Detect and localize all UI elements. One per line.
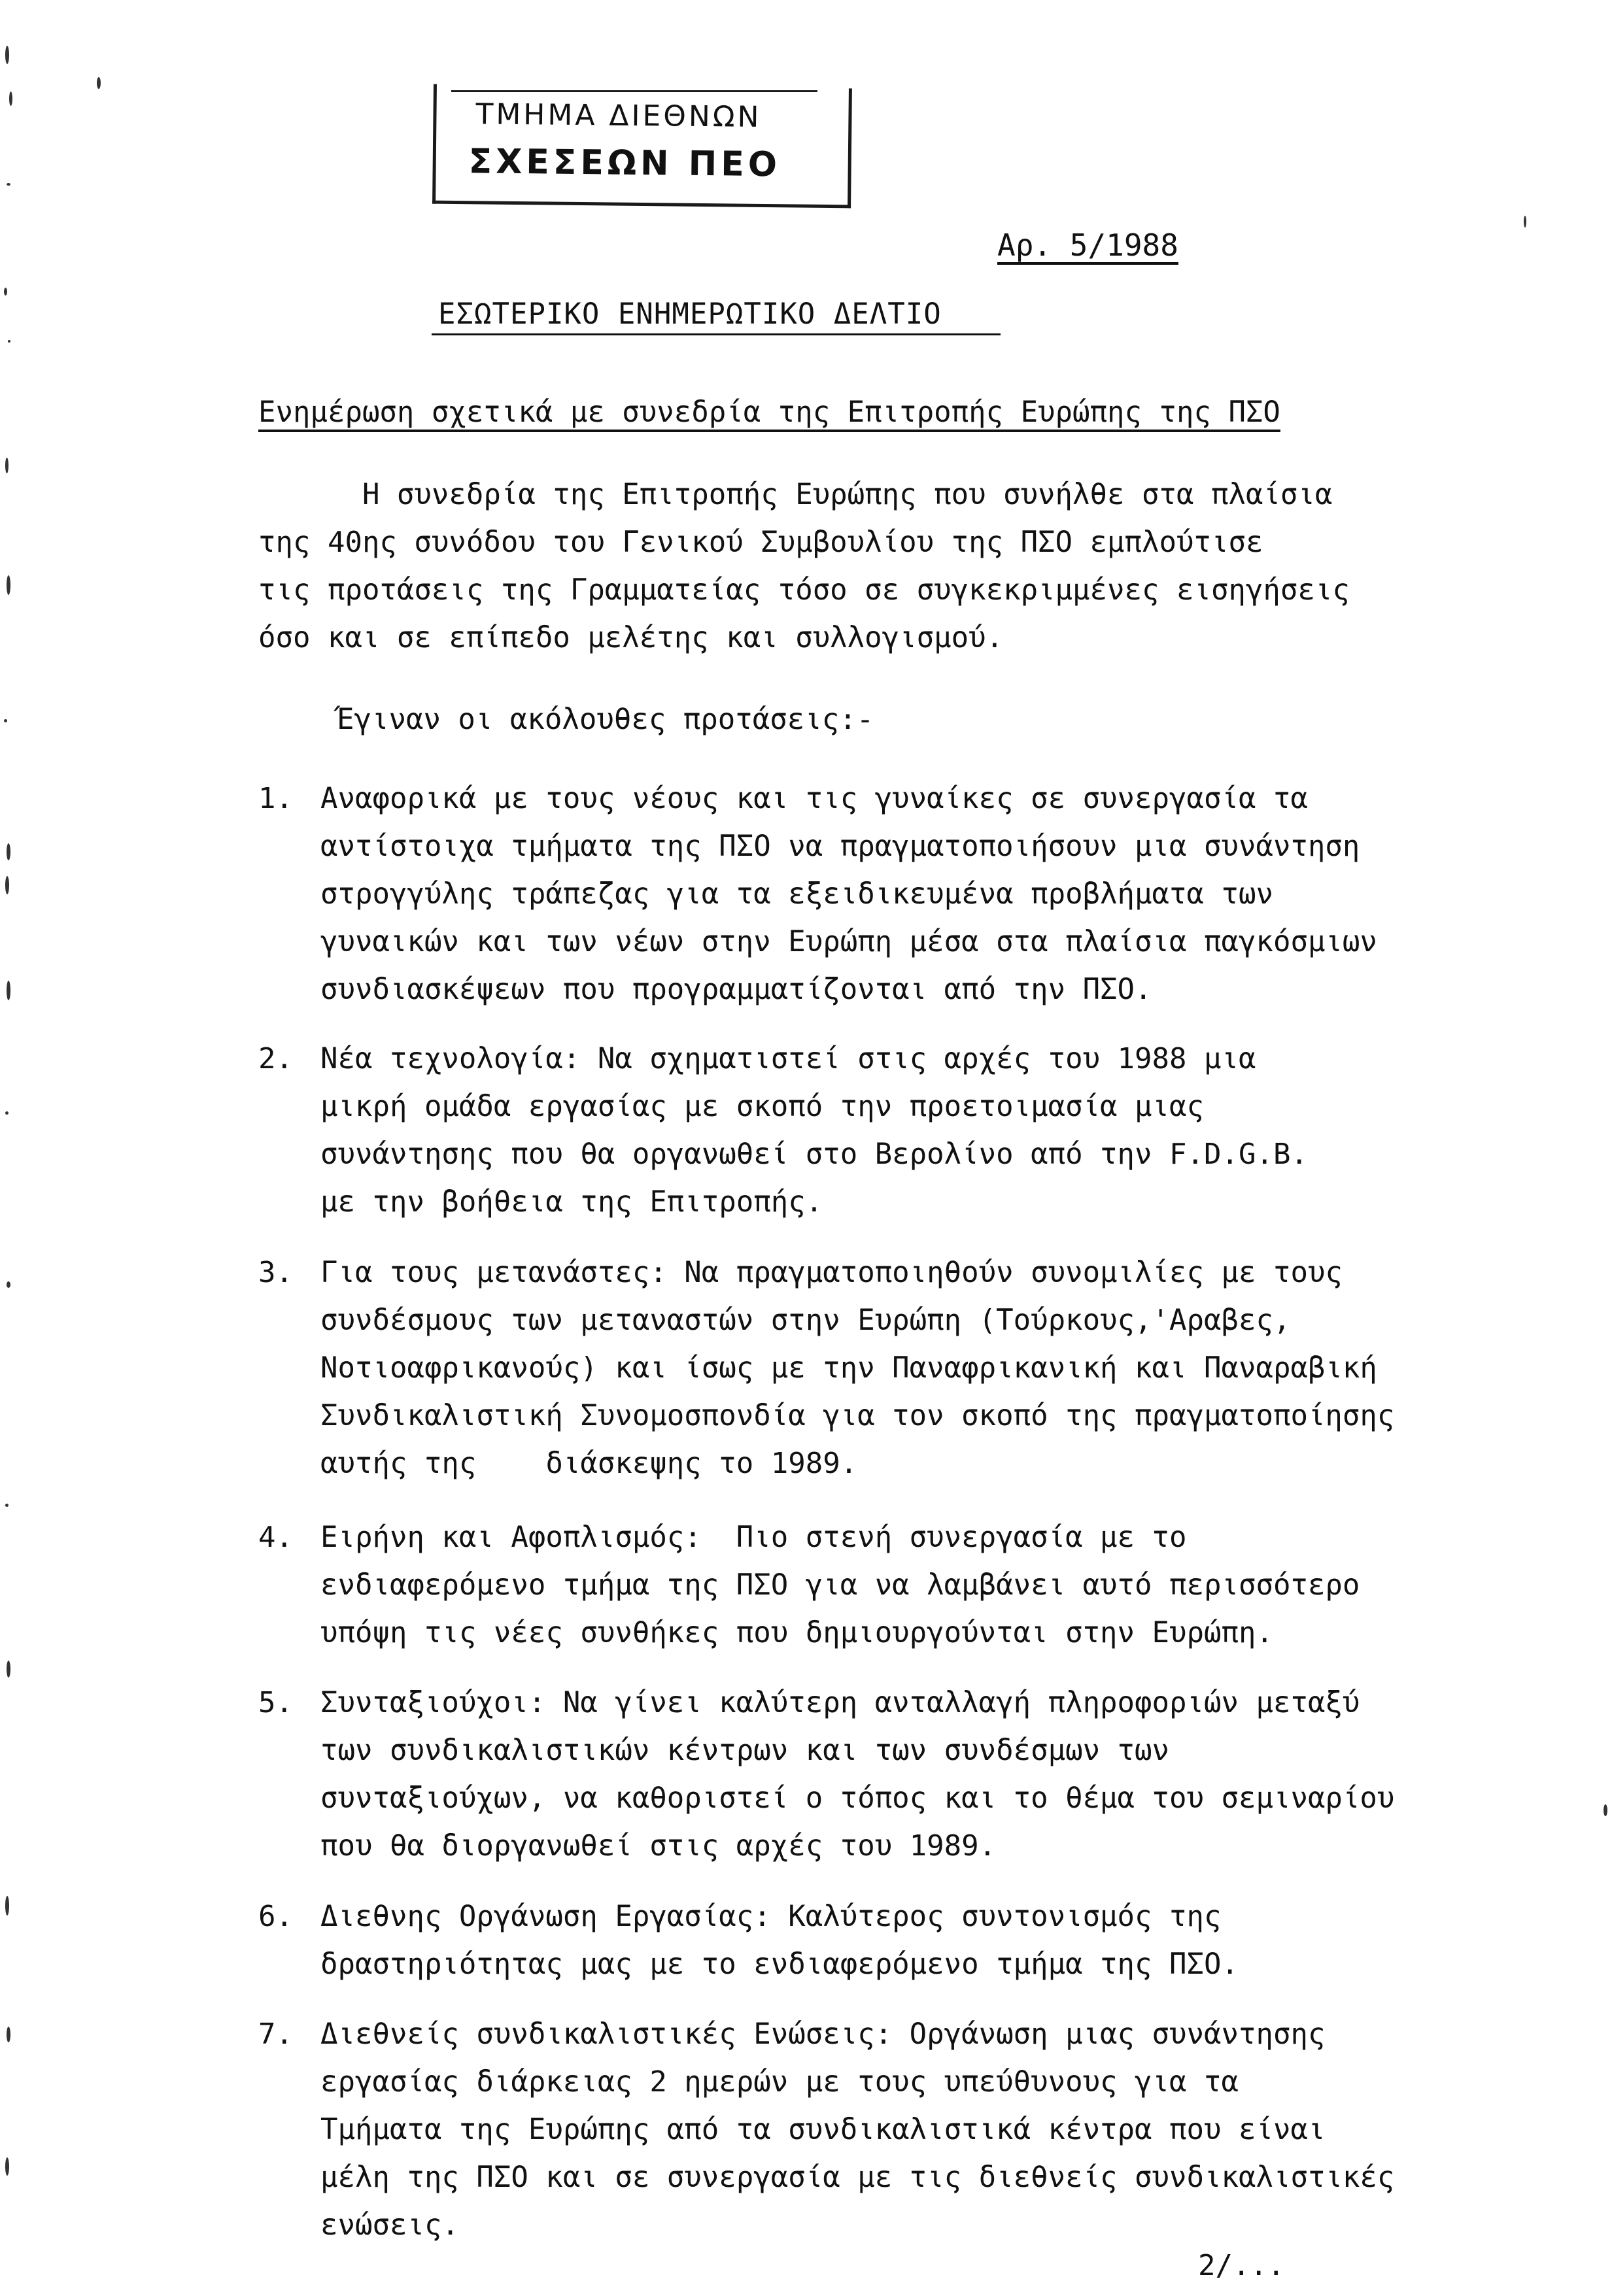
- list-item-text: Αναφορικά με τους νέους και τις γυναίκες σε συνεργασία τα αντίστοιχα τμήματα της ΠΣΟ να πραγματοποιήσουν μια συνάντηση στρογγύλης τράπεζας για τα εξειδικευμένα προβλήματα των γυναικών και των νέων στην Ευρώπη μέσα στα πλαίσια παγκόσμιων συνδιασκέψεων που προγραμματίζονται από την ΠΣΟ.: [320, 782, 1377, 1006]
- stamp-line-2: ΣΧΕΣΕΩΝ ΠΕΟ: [468, 142, 781, 185]
- list-item-number: 1.: [258, 782, 293, 815]
- list-item-number: 7.: [258, 2017, 293, 2051]
- page-continuation: 2/...: [1198, 2249, 1285, 2282]
- document-number: Αρ. 5/1988: [997, 228, 1178, 263]
- intro-paragraph: Η συνεδρία της Επιτροπής Ευρώπης που συνήλθε στα πλαίσια της 40ης συνόδου του Γενικού Συμβουλίου της ΠΣΟ εμπλούτισε τις προτάσεις της Γραμματείας τόσο σε συγκεκριμμένες εισηγήσεις όσο και σε επίπεδο μελέτης και συλλογισμού.: [258, 478, 1350, 654]
- document-title: ΕΣΩΤΕΡΙΚΟ ΕΝΗΜΕΡΩΤΙΚΟ ΔΕΛΤΙΟ: [438, 297, 942, 331]
- list-item-text: Διεθνείς συνδικαλιστικές Ενώσεις: Οργάνωση μιας συνάντησης εργασίας διάρκειας 2 ημερών με τους υπεύθυνους για τα Τμήματα της Ευρώπης από τα συνδικαλιστικά κέντρα που είναι μέλη της ΠΣΟ και σε συνεργασία με τις διεθνείς συνδικαλιστικές ενώσεις.: [320, 2017, 1395, 2242]
- list-item-text: Ειρήνη και Αφοπλισμός: Πιο στενή συνεργασία με το ενδιαφερόμενο τμήμα της ΠΣΟ για να λαμβάνει αυτό περισσότερο υπόψη τις νέες συνθήκες που δημιουργούνται στην Ευρώπη.: [320, 1521, 1360, 1649]
- list-item-number: 4.: [258, 1521, 293, 1554]
- list-item-text: Νέα τεχνολογία: Να σχηματιστεί στις αρχές του 1988 μια μικρή ομάδα εργασίας με σκοπό την προετοιμασία μιας συνάντησης που θα οργανωθεί στο Βερολίνο από την F.D.G.B. με την βοήθεια της Επιτροπής.: [320, 1042, 1308, 1219]
- list-item-number: 2.: [258, 1042, 293, 1075]
- proposals-lead: Έγιναν οι ακόλουθες προτάσεις:-: [337, 703, 874, 736]
- department-stamp: [432, 84, 852, 209]
- list-item-number: 3.: [258, 1256, 293, 1289]
- title-underline: [432, 333, 1001, 335]
- list-item-number: 5.: [258, 1686, 293, 1719]
- list-item-text: Για τους μετανάστες: Να πραγματοποιηθούν συνομιλίες με τους συνδέσμους των μεταναστών στην Ευρώπη (Τούρκους,'Αραβες, Νοτιοαφρικανούς) και ίσως με την Παναφρικανική και Παναραβική Συνδικαλιστική Συνομοσπονδία για τον σκοπό της πραγματοποίησης αυτής της διάσκεψης το 1989.: [320, 1256, 1395, 1480]
- stamp-line-1: ΤΜΗΜΑ ΔΙΕΘΝΩΝ: [475, 97, 762, 134]
- list-item-text: Συνταξιούχοι: Να γίνει καλύτερη ανταλλαγή πληροφοριών μεταξύ των συνδικαλιστικών κέντρων και των συνδέσμων των συνταξιούχων, να καθοριστεί ο τόπος και το θέμα του σεμιναρίου που θα διοργανωθεί στις αρχές του 1989.: [320, 1686, 1395, 1863]
- list-item-number: 6.: [258, 1900, 293, 1933]
- subject-heading: Ενημέρωση σχετικά με συνεδρία της Επιτροπής Ευρώπης της ΠΣΟ: [258, 396, 1280, 429]
- list-item-text: Διεθνης Οργάνωση Εργασίας: Καλύτερος συντονισμός της δραστηριότητας μας με το ενδιαφερόμενο τμήμα της ΠΣΟ.: [320, 1900, 1239, 1981]
